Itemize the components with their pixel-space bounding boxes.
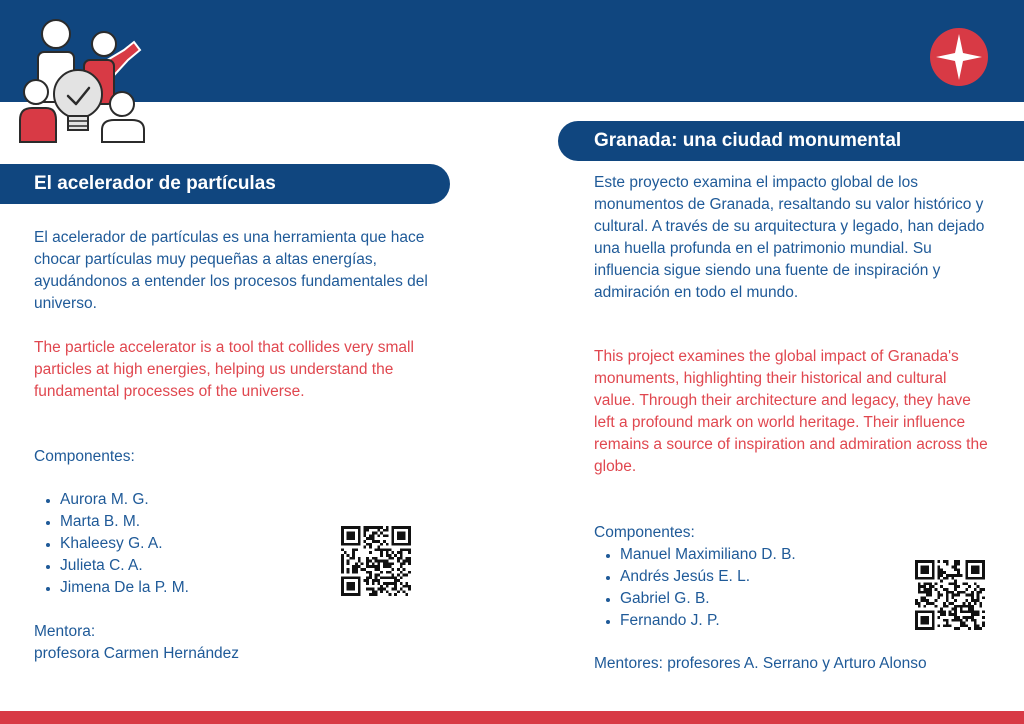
header-band: [0, 0, 1024, 102]
left-description-es: El acelerador de partículas es una herramienta que hace chocar partículas muy pequeñas a altas energías, ayudándonos a entender los procesos fundamentales del universo.: [34, 229, 428, 312]
qr-code-icon[interactable]: [341, 526, 411, 596]
list-item: • Fernando J. P.: [620, 610, 990, 632]
left-mentor-name: profesora Carmen Hernández: [34, 645, 240, 662]
right-section-title: Granada: una ciudad monumental: [558, 121, 1024, 161]
list-item: • Khaleesy G. A.: [60, 533, 429, 555]
right-mentors-line: Mentores: profesores A. Serrano y Arturo Alonso: [594, 655, 927, 672]
footer-band: [0, 711, 1024, 724]
team-idea-lightbulb-icon: [16, 16, 148, 146]
list-item: • Jimena De la P. M.: [60, 577, 429, 599]
four-point-star-icon: [930, 28, 988, 86]
left-components-label: Componentes:: [34, 448, 135, 465]
left-section-title: El acelerador de partículas: [0, 164, 450, 204]
list-item: • Aurora M. G.: [60, 489, 429, 511]
list-item: • Manuel Maximiliano D. B.: [620, 544, 990, 566]
list-item: • Andrés Jesús E. L.: [620, 566, 990, 588]
left-mentor-label: Mentora:: [34, 623, 96, 640]
qr-code-icon[interactable]: [915, 560, 985, 630]
right-components-label: Componentes:: [594, 524, 695, 541]
list-item: • Marta B. M.: [60, 511, 429, 533]
list-item: • Julieta C. A.: [60, 555, 429, 577]
list-item: • Gabriel G. B.: [620, 588, 990, 610]
right-description-en: This project examines the global impact of Granada's monuments, highlighting their historical and cultural value. Through their architecture and legacy, they have left a profound mark on world heritage. Their influence remains a source of inspiration and admiration across the globe.: [594, 348, 988, 475]
right-description-es: Este proyecto examina el impacto global de los monumentos de Granada, resaltando su valor histórico y cultural. A través de su arquitectura y legado, han dejado una huella profunda en el patrimonio mundial. Su influencia sigue siendo una fuente de inspiración y admiración en todo el mundo.: [594, 174, 985, 301]
left-description-en: The particle accelerator is a tool that collides very small particles at high energies, helping us understand the fundamental processes of the universe.: [34, 339, 414, 400]
